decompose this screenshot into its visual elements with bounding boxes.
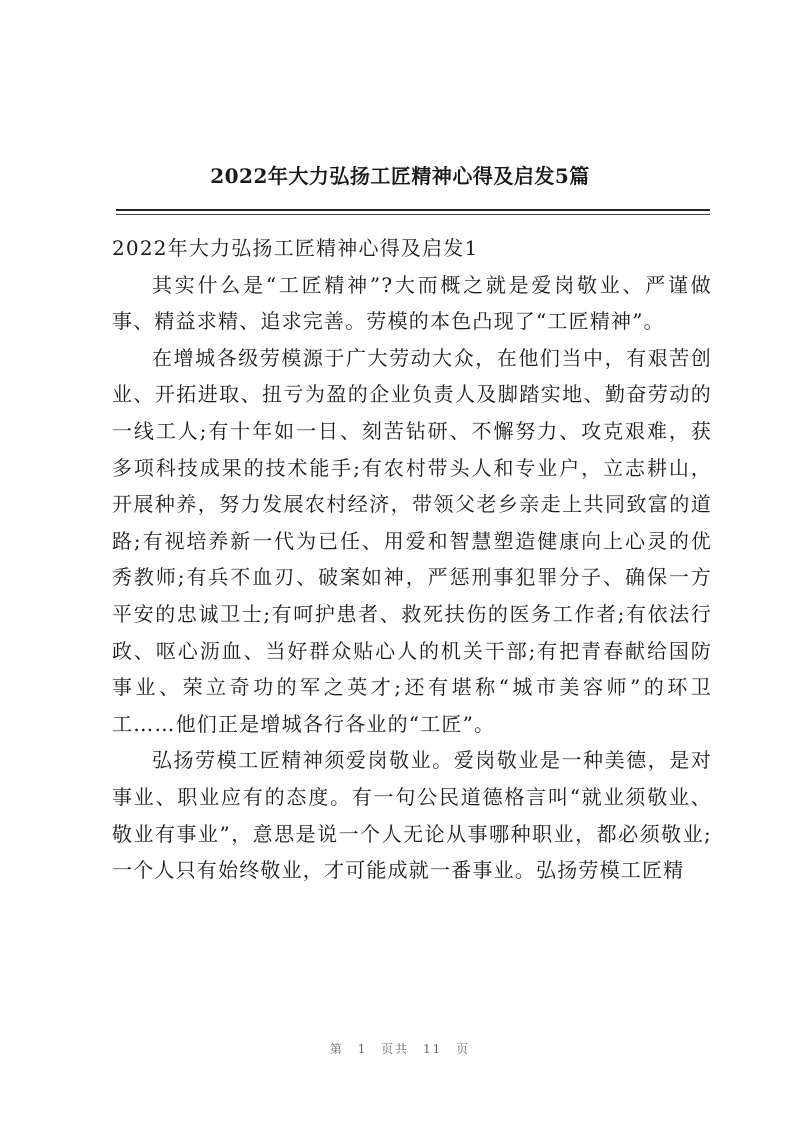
title-divider bbox=[116, 209, 710, 211]
paragraph: 在增城各级劳模源于广大劳动大众，在他们当中，有艰苦创业、开拓进取、扭亏为盈的企业负责人及脚踏实地、勤奋劳动的一线工人;有十年如一日、刻苦钻研、不懈努力、攻克艰难，获多项科技成果的技术能手;有农村带头人和专业户，立志耕山，开展种养，努力发展农村经济，带领父老乡亲走上共同致富的道路;有视培养新一代为已任、用爱和智慧塑造健康向上心灵的优秀教师;有兵不血刃、破案如神，严惩刑事犯罪分子、确保一方平安的忠诚卫士;有呵护患者、救死扶伤的医务工作者;有依法行政、呕心沥血、当好群众贴心人的机关干部;有把青春献给国防事业、荣立奇功的军之英才;还有堪称“城市美容师”的环卫工……他们正是增城各行各业的“工匠”。 bbox=[112, 345, 712, 736]
paragraph: 弘扬劳模工匠精神须爱岗敬业。爱岗敬业是一种美德，是对事业、职业应有的态度。有一句公民道德格言叫“就业须敬业、敬业有事业”，意思是说一个人无论从事哪种职业，都必须敬业;一个人只有始终敬业，才可能成就一番事业。弘扬劳模工匠精 bbox=[112, 748, 712, 883]
document-body bbox=[112, 230, 712, 889]
page-title: 2022年大力弘扬工匠精神心得及启发5篇 bbox=[210, 164, 590, 188]
section-heading: 2022年大力弘扬工匠精神心得及启发1 bbox=[112, 236, 479, 260]
page-footer: 第 1 页共 11 页 bbox=[329, 1042, 471, 1056]
paragraph: 其实什么是“工匠精神”?大而概之就是爱岗敬业、严谨做事、精益求精、追求完善。劳模的本色凸现了“工匠精神”。 bbox=[112, 272, 712, 334]
title-divider-thin bbox=[116, 214, 710, 215]
